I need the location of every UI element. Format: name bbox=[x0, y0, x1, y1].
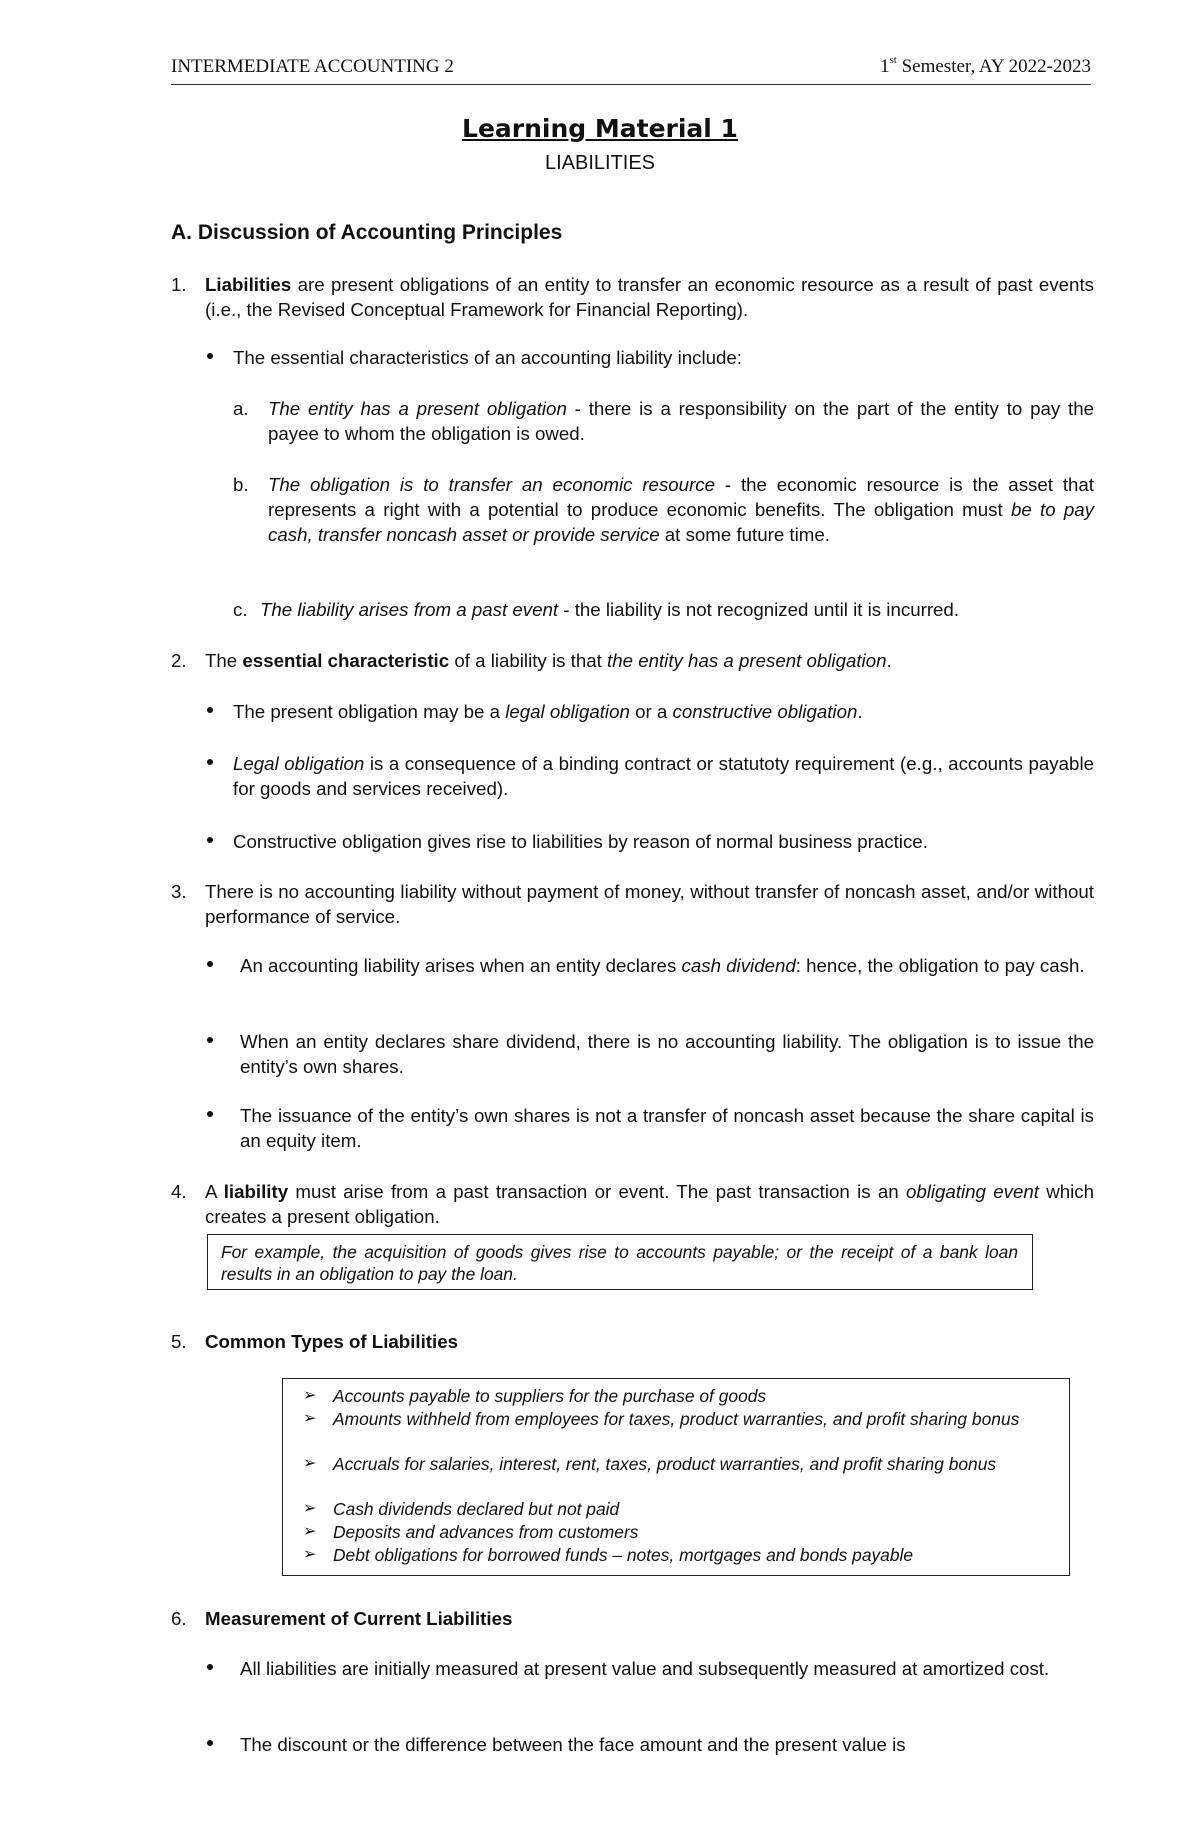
sub-item-a: The entity has a present obligation - there is a responsibility on the part of the entity to pay the payee to whom the obligation is owed. bbox=[268, 398, 1095, 444]
bullet-icon bbox=[207, 1664, 213, 1670]
page-header bbox=[171, 54, 1091, 85]
item-2-bullet-1: The present obligation may be a legal obligation or a constructive obligation. bbox=[233, 701, 863, 722]
sub-label-a: a. bbox=[233, 398, 249, 419]
item-2-bullet-3: Constructive obligation gives rise to liabilities by reason of normal business practice. bbox=[233, 831, 928, 852]
bullet-icon bbox=[207, 353, 213, 359]
bullet-icon bbox=[207, 1111, 213, 1117]
item-4-paragraph: A liability must arise from a past transaction or event. The past transaction is an obligating event which creates a present obligation. bbox=[205, 1181, 1095, 1227]
example-text: For example, the acquisition of goods gives rise to accounts payable; or the receipt of a bank loan results in an obligation to pay the loan. bbox=[221, 1242, 1018, 1284]
sub-item-c: The liability arises from a past event - the liability is not recognized until it is incurred. bbox=[260, 599, 960, 620]
item-number: 2. bbox=[171, 650, 187, 671]
item-number: 4. bbox=[171, 1181, 187, 1202]
arrow-bullet-icon: ➢ bbox=[303, 1523, 317, 1540]
item-number: 6. bbox=[171, 1608, 187, 1629]
item-3-bullet-3: The issuance of the entity’s own shares is not a transfer of noncash asset because the share capital is an equity item. bbox=[240, 1105, 1094, 1151]
arrow-bullet-icon: ➢ bbox=[303, 1455, 317, 1472]
list-item: Cash dividends declared but not paid bbox=[333, 1499, 620, 1519]
item-2-paragraph: The essential characteristic of a liability is that the entity has a present obligation. bbox=[205, 650, 892, 671]
item-3-bullet-1: An accounting liability arises when an entity declares cash dividend: hence, the obligation to pay cash. bbox=[240, 955, 1085, 976]
item-5-heading: Common Types of Liabilities bbox=[205, 1331, 459, 1352]
list-item: Deposits and advances from customers bbox=[333, 1522, 639, 1542]
item-1-bullet: The essential characteristics of an accounting liability include: bbox=[233, 347, 742, 368]
item-3-paragraph: There is no accounting liability without payment of money, without transfer of noncash asset, and/or without performance of service. bbox=[205, 881, 1094, 927]
section-heading: A. Discussion of Accounting Principles bbox=[171, 221, 563, 244]
bullet-icon bbox=[207, 759, 213, 765]
bullet-icon bbox=[207, 1740, 213, 1746]
sub-label-b: b. bbox=[233, 474, 249, 495]
arrow-bullet-icon: ➢ bbox=[303, 1410, 317, 1427]
arrow-bullet-icon: ➢ bbox=[303, 1546, 317, 1563]
page-title: Learning Material 1 bbox=[462, 114, 738, 143]
item-3-bullet-2: When an entity declares share dividend, there is no accounting liability. The obligation is to issue the entity’s own shares. bbox=[240, 1031, 1094, 1077]
bullet-icon bbox=[207, 961, 213, 967]
page-subtitle: LIABILITIES bbox=[544, 152, 656, 174]
sub-item-b: The obligation is to transfer an economic resource - the economic resource is the asset that represents a right with a potential to produce economic benefits. The obligation must be to pay cash, transfer noncash asset or provide service at some future time. bbox=[268, 474, 1094, 545]
bullet-icon bbox=[207, 707, 213, 713]
item-1-paragraph: Liabilities are present obligations of an entity to transfer an economic resource as a result of past events (i.e., the Revised Conceptual Framework for Financial Reporting). bbox=[205, 274, 1094, 320]
item-2-bullet-2: Legal obligation is a consequence of a binding contract or statutoty requirement (e.g., accounts payable for goods and services received). bbox=[233, 753, 1094, 799]
sub-label-c: c. bbox=[233, 599, 248, 620]
item-number: 5. bbox=[171, 1331, 187, 1352]
list-item: Amounts withheld from employees for taxes, product warranties, and profit sharing bonus bbox=[333, 1409, 1020, 1429]
item-number: 1. bbox=[171, 274, 187, 295]
example-box bbox=[207, 1234, 1033, 1290]
header-course: INTERMEDIATE ACCOUNTING 2 bbox=[171, 56, 454, 77]
item-6-bullet-1: All liabilities are initially measured at present value and subsequently measured at amortized cost. bbox=[240, 1658, 1050, 1679]
bullet-icon bbox=[207, 1037, 213, 1043]
list-item: Accruals for salaries, interest, rent, taxes, product warranties, and profit sharing bonus bbox=[333, 1454, 997, 1474]
liability-types-box bbox=[282, 1378, 1070, 1576]
list-item: Debt obligations for borrowed funds – notes, mortgages and bonds payable bbox=[333, 1545, 914, 1565]
arrow-bullet-icon: ➢ bbox=[303, 1500, 317, 1517]
bullet-icon bbox=[207, 837, 213, 843]
item-number: 3. bbox=[171, 881, 187, 902]
arrow-bullet-icon: ➢ bbox=[303, 1387, 317, 1404]
item-6-bullet-2: The discount or the difference between the face amount and the present value is bbox=[240, 1734, 906, 1755]
list-item: Accounts payable to suppliers for the purchase of goods bbox=[333, 1386, 767, 1406]
item-6-heading: Measurement of Current Liabilities bbox=[205, 1608, 513, 1629]
header-semester: 1st Semester, AY 2022-2023 bbox=[880, 54, 1091, 77]
